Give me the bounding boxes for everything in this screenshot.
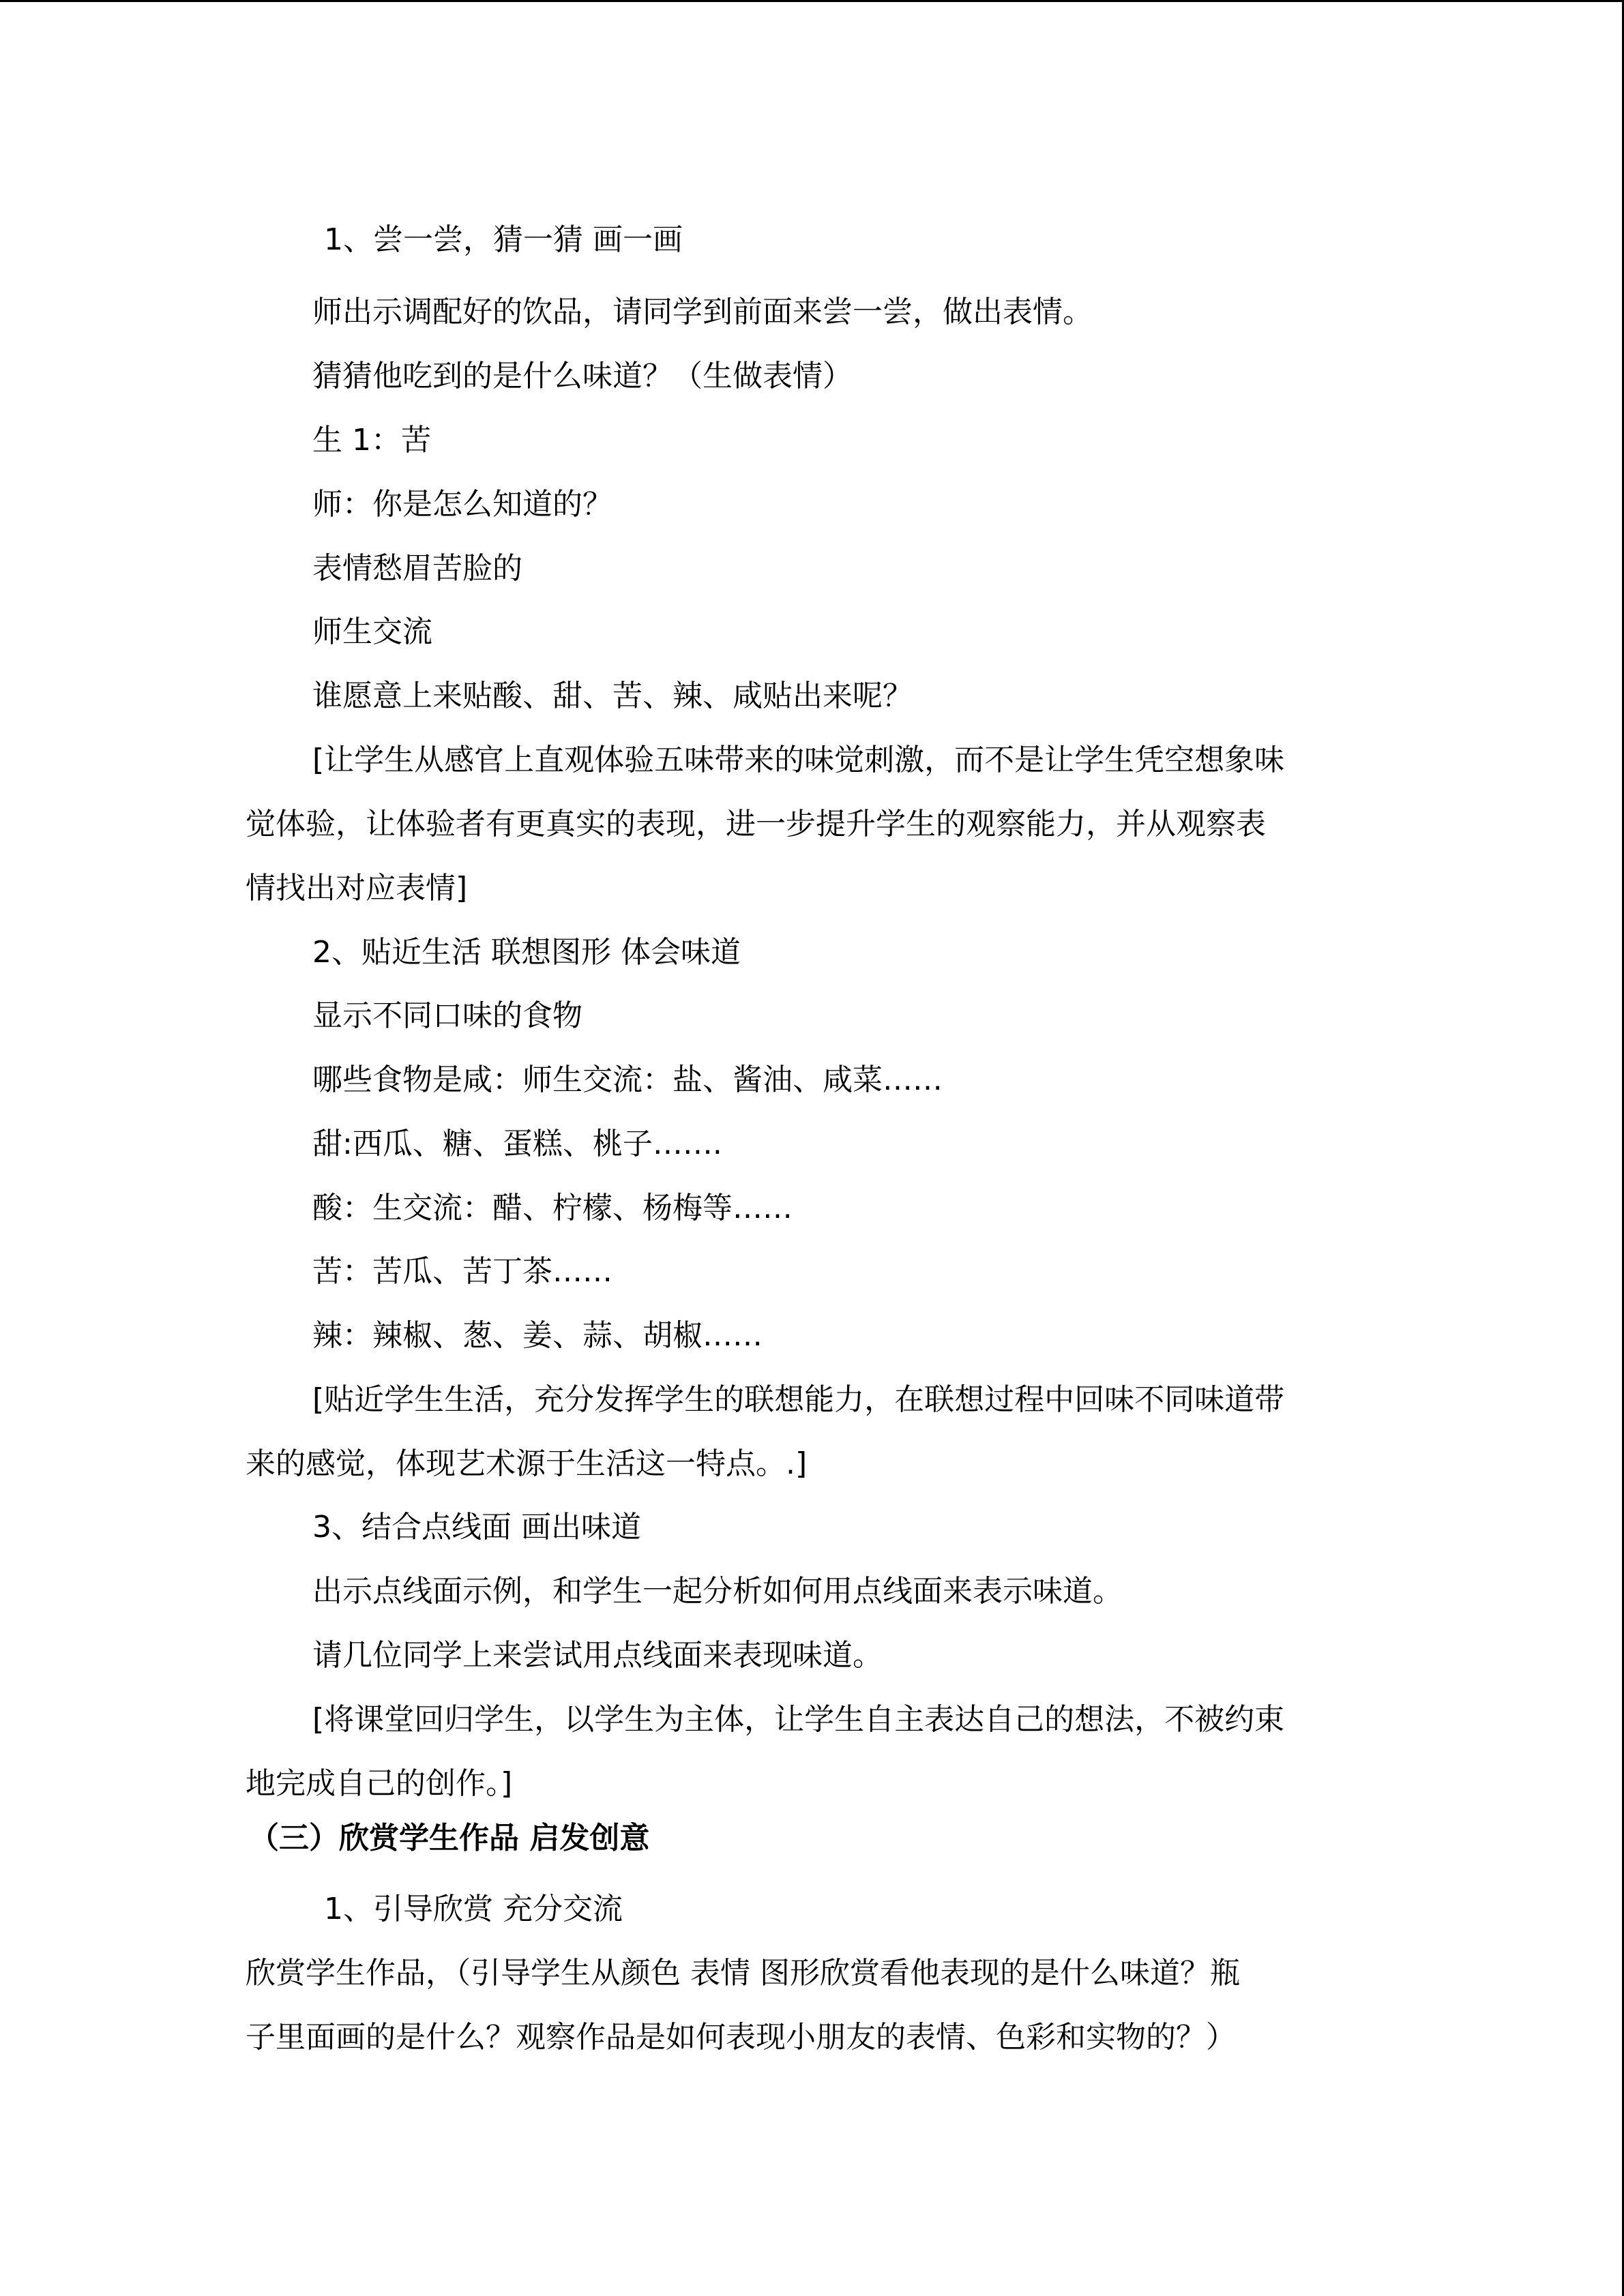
commentary-line: 情找出对应表情] [246, 871, 468, 906]
step-3-heading: 3、结合点线面 画出味道 [312, 1510, 641, 1545]
commentary-line: [让学生从感官上直观体验五味带来的味觉刺激，而不是让学生凭空想象味 [312, 743, 1285, 777]
commentary-line: 觉体验，让体验者有更真实的表现，进一步提升学生的观察能力，并从观察表 [246, 807, 1266, 841]
paragraph-line: 生 1：苦 [312, 423, 431, 458]
commentary-line: [将课堂回归学生，以学生为主体，让学生自主表达自己的想法，不被约束 [312, 1702, 1285, 1737]
commentary-line: 地完成自己的创作。] [246, 1766, 513, 1801]
paragraph-line: 谁愿意上来贴酸、甜、苦、辣、咸贴出来呢？ [312, 679, 913, 713]
paragraph-line: 猜猜他吃到的是什么味道？（生做表情） [312, 359, 853, 393]
step-2-heading: 2、贴近生活 联想图形 体会味道 [312, 935, 741, 970]
paragraph-line: 师生交流 [312, 614, 432, 649]
paragraph-line: 酸：生交流：醋、柠檬、杨梅等…… [312, 1191, 793, 1225]
paragraph-line: 欣赏学生作品，（引导学生从颜色 表情 图形欣赏看他表现的是什么味道？瓶 [246, 1956, 1240, 1991]
paragraph-line: 哪些食物是咸：师生交流：盐、酱油、咸菜…… [312, 1062, 943, 1097]
top-border-rule [0, 0, 1624, 2]
paragraph-line: 辣：辣椒、葱、姜、蒜、胡椒…… [312, 1318, 763, 1353]
section-three-heading: （三）欣赏学生作品 启发创意 [249, 1821, 650, 1855]
sub-step-1-heading: 1、引导欣赏 充分交流 [324, 1892, 623, 1926]
commentary-line: [贴近学生生活，充分发挥学生的联想能力，在联想过程中回味不同味道带 [312, 1382, 1285, 1417]
paragraph-line: 子里面画的是什么？观察作品是如何表现小朋友的表情、色彩和实物的？） [246, 2020, 1236, 2055]
paragraph-line: 出示点线面示例，和学生一起分析如何用点线面来表示味道。 [312, 1574, 1123, 1609]
paragraph-line: 显示不同口味的食物 [312, 998, 582, 1033]
paragraph-line: 表情愁眉苦脸的 [312, 551, 522, 586]
paragraph-line: 甜:西瓜、糖、蛋糕、桃子……. [312, 1127, 722, 1161]
paragraph-line: 请几位同学上来尝试用点线面来表现味道。 [312, 1638, 883, 1673]
paragraph-line: 苦：苦瓜、苦丁茶…… [312, 1254, 612, 1289]
paragraph-line: 师：你是怎么知道的？ [312, 487, 612, 522]
step-1-heading: 1、尝一尝，猜一猜 画一画 [324, 222, 683, 257]
paragraph-line: 师出示调配好的饮品，请同学到前面来尝一尝，做出表情。 [312, 295, 1093, 329]
commentary-line: 来的感觉，体现艺术源于生活这一特点。.] [246, 1446, 808, 1481]
